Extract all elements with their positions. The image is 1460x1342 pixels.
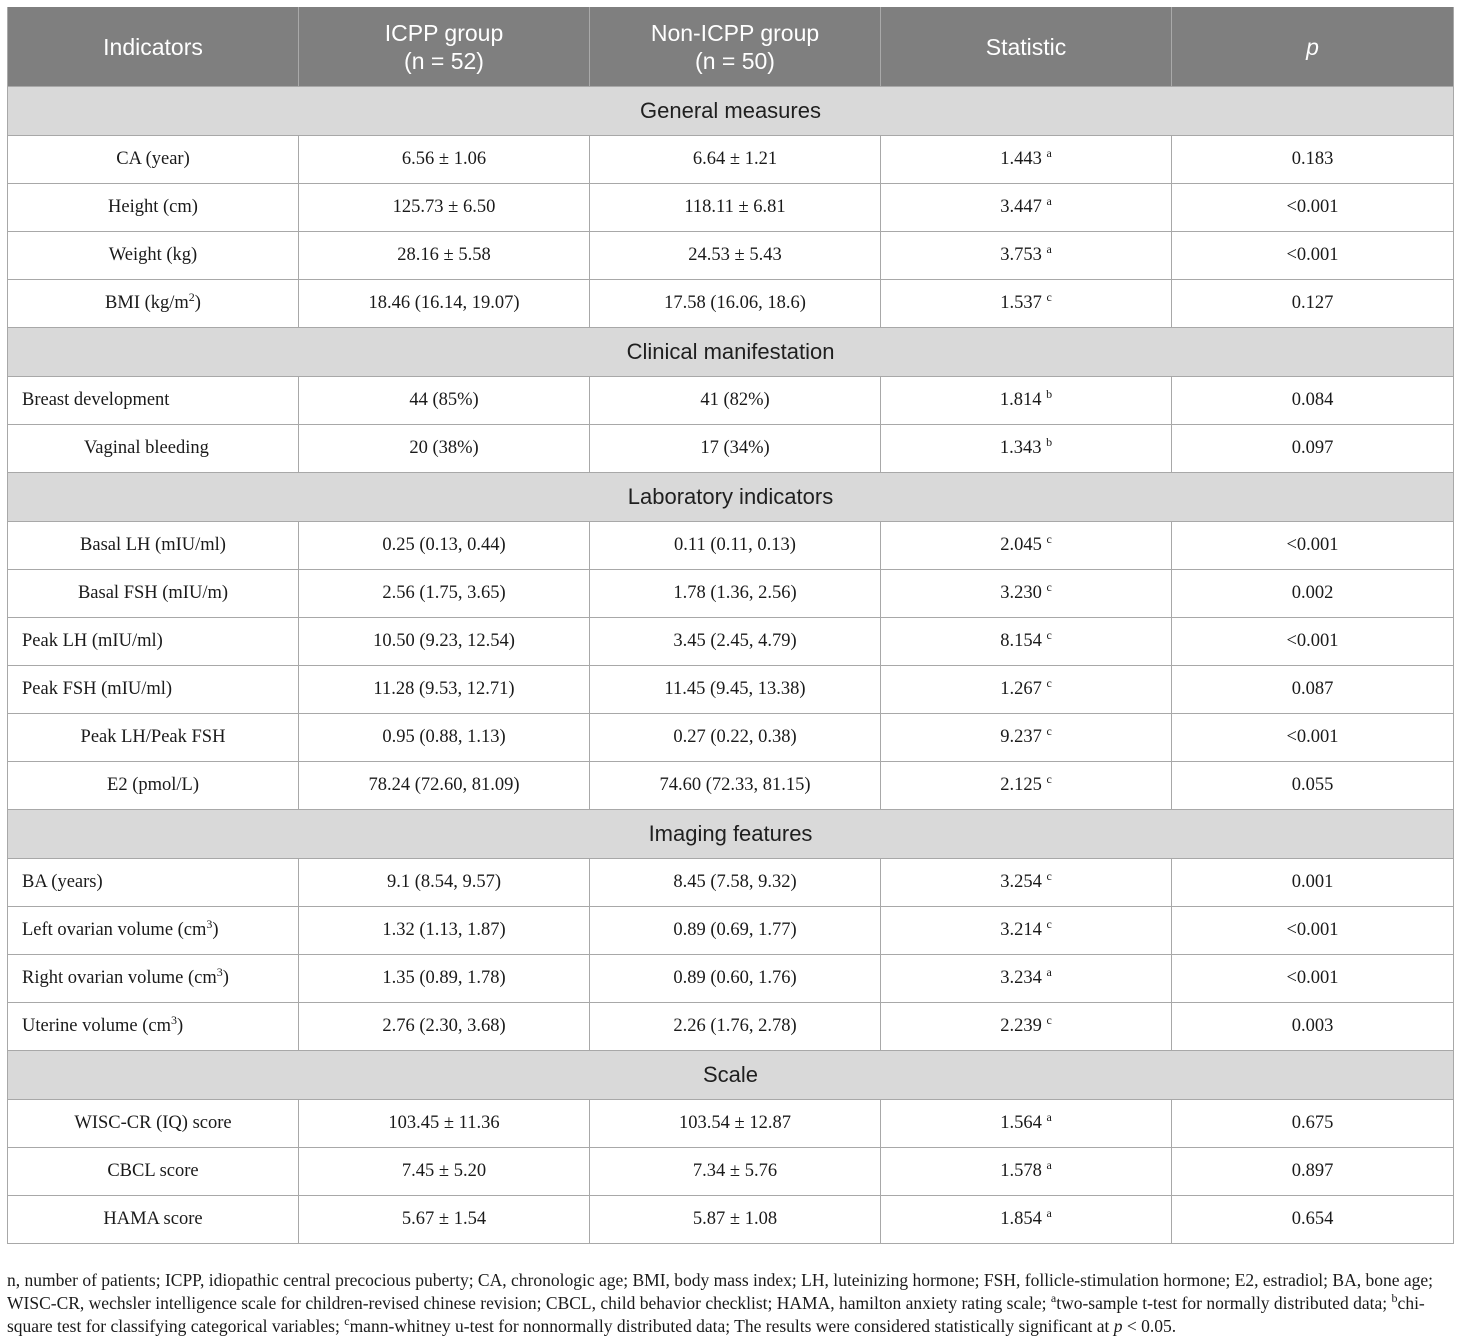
indicator-label: Height (cm)	[108, 197, 198, 217]
header-non-line1: Non-ICPP group	[650, 19, 820, 46]
indicator-label: WISC-CR (IQ) score	[74, 1113, 232, 1133]
statistic-cell	[881, 377, 1172, 425]
indicator-cell	[8, 522, 299, 570]
non-icpp-value-cell: 24.53 ± 5.43	[590, 232, 881, 280]
comparison-table	[7, 7, 1454, 1244]
footnote-threshold: < 0.05.	[1122, 1316, 1177, 1336]
indicator-cell	[8, 425, 299, 473]
statistic-value: 1.343	[999, 438, 1042, 458]
table-row	[8, 955, 1454, 1003]
p-value-cell: 0.055	[1172, 762, 1454, 810]
p-value-cell: <0.001	[1172, 618, 1454, 666]
statistic-cell	[881, 762, 1172, 810]
non-icpp-value-cell: 3.45 (2.45, 4.79)	[590, 618, 881, 666]
non-icpp-value-cell: 6.64 ± 1.21	[590, 136, 881, 184]
statistic-cell	[881, 136, 1172, 184]
test-type-marker: a	[1046, 1206, 1052, 1220]
icpp-value-cell: 20 (38%)	[299, 425, 590, 473]
test-type-marker: c	[1046, 869, 1052, 883]
section-row	[8, 810, 1454, 859]
statistic-value: 2.239	[1000, 1016, 1042, 1036]
statistic-value: 9.237	[1000, 727, 1042, 747]
non-icpp-value-cell: 0.27 (0.22, 0.38)	[590, 714, 881, 762]
table-row	[8, 1100, 1454, 1148]
p-value-cell: 0.087	[1172, 666, 1454, 714]
p-value-cell: 0.097	[1172, 425, 1454, 473]
test-type-marker: c	[1046, 628, 1052, 642]
icpp-value-cell: 10.50 (9.23, 12.54)	[299, 618, 590, 666]
non-icpp-value-cell: 17 (34%)	[590, 425, 881, 473]
statistic-value: 3.447	[1000, 197, 1042, 217]
statistic-cell	[881, 618, 1172, 666]
indicator-label: Breast development	[22, 390, 170, 410]
p-value-cell: 0.897	[1172, 1148, 1454, 1196]
p-value-cell: <0.001	[1172, 522, 1454, 570]
table-header	[8, 7, 1454, 87]
indicator-cell	[8, 280, 299, 328]
unit-close: )	[212, 920, 219, 940]
icpp-value-cell: 18.46 (16.14, 19.07)	[299, 280, 590, 328]
table-row	[8, 907, 1454, 955]
indicator-label: E2 (pmol/L)	[107, 775, 199, 795]
icpp-value-cell: 78.24 (72.60, 81.09)	[299, 762, 590, 810]
table-footnote	[7, 1269, 1453, 1338]
statistic-value: 1.578	[1000, 1161, 1042, 1181]
statistic-value: 1.267	[1000, 679, 1042, 699]
statistic-cell	[881, 859, 1172, 907]
indicator-label: BA (years)	[22, 872, 103, 892]
unit-exponent: 3	[206, 917, 213, 931]
p-value-cell: 0.002	[1172, 570, 1454, 618]
indicator-label: Peak LH/Peak FSH	[80, 727, 226, 747]
indicator-cell	[8, 184, 299, 232]
statistic-value: 1.443	[1000, 149, 1042, 169]
icpp-value-cell: 0.95 (0.88, 1.13)	[299, 714, 590, 762]
indicator-label: BMI (kg/m	[105, 293, 189, 313]
indicator-cell	[8, 377, 299, 425]
test-type-marker: c	[1046, 917, 1052, 931]
non-icpp-value-cell: 8.45 (7.58, 9.32)	[590, 859, 881, 907]
footnote-sup-b: b	[1391, 1291, 1398, 1305]
table-row	[8, 618, 1454, 666]
p-value-cell: 0.001	[1172, 859, 1454, 907]
statistic-value: 2.045	[1000, 535, 1042, 555]
indicator-cell	[8, 570, 299, 618]
non-icpp-value-cell: 0.11 (0.11, 0.13)	[590, 522, 881, 570]
indicator-label: Peak LH (mIU/ml)	[22, 631, 163, 651]
statistic-cell	[881, 1148, 1172, 1196]
statistic-cell	[881, 280, 1172, 328]
test-type-marker: a	[1046, 146, 1052, 160]
statistic-cell	[881, 1003, 1172, 1051]
p-value-cell: <0.001	[1172, 714, 1454, 762]
test-type-marker: b	[1046, 435, 1053, 449]
table-row	[8, 377, 1454, 425]
test-type-marker: c	[1046, 676, 1052, 690]
icpp-value-cell: 28.16 ± 5.58	[299, 232, 590, 280]
table-row	[8, 859, 1454, 907]
header-non-line2: (n = 50)	[695, 47, 775, 74]
unit-exponent: 2	[188, 290, 195, 304]
statistic-value: 8.154	[1000, 631, 1042, 651]
statistic-value: 3.214	[1000, 920, 1042, 940]
non-icpp-value-cell: 74.60 (72.33, 81.15)	[590, 762, 881, 810]
statistic-cell	[881, 232, 1172, 280]
non-icpp-value-cell: 103.54 ± 12.87	[590, 1100, 881, 1148]
test-type-marker: a	[1046, 194, 1052, 208]
table-row	[8, 714, 1454, 762]
table-row	[8, 232, 1454, 280]
indicator-label: Basal LH (mIU/ml)	[80, 535, 226, 555]
header-statistic: Statistic	[881, 7, 1172, 87]
icpp-value-cell: 44 (85%)	[299, 377, 590, 425]
statistic-value: 1.814	[999, 390, 1042, 410]
non-icpp-value-cell: 0.89 (0.60, 1.76)	[590, 955, 881, 1003]
indicator-cell	[8, 666, 299, 714]
p-value-cell: 0.084	[1172, 377, 1454, 425]
statistic-cell	[881, 425, 1172, 473]
footnote-test-b: chi-square test for classifying categorical variables;	[7, 1293, 1425, 1336]
p-value-cell: 0.654	[1172, 1196, 1454, 1244]
indicator-cell	[8, 232, 299, 280]
table-row	[8, 280, 1454, 328]
indicator-cell	[8, 618, 299, 666]
indicator-label: CA (year)	[116, 149, 190, 169]
icpp-value-cell: 7.45 ± 5.20	[299, 1148, 590, 1196]
non-icpp-value-cell: 11.45 (9.45, 13.38)	[590, 666, 881, 714]
indicator-label: Right ovarian volume (cm	[22, 968, 217, 988]
table-row	[8, 1003, 1454, 1051]
icpp-value-cell: 11.28 (9.53, 12.71)	[299, 666, 590, 714]
test-type-marker: c	[1046, 532, 1052, 546]
icpp-value-cell: 1.32 (1.13, 1.87)	[299, 907, 590, 955]
non-icpp-value-cell: 118.11 ± 6.81	[590, 184, 881, 232]
table-row	[8, 425, 1454, 473]
icpp-value-cell: 2.56 (1.75, 3.65)	[299, 570, 590, 618]
test-type-marker: a	[1046, 242, 1052, 256]
section-title: Imaging features	[8, 810, 1454, 859]
icpp-value-cell: 9.1 (8.54, 9.57)	[299, 859, 590, 907]
footnote-p-italic: p	[1113, 1316, 1123, 1336]
indicator-cell	[8, 907, 299, 955]
table-row	[8, 762, 1454, 810]
p-value-cell: <0.001	[1172, 232, 1454, 280]
test-type-marker: c	[1046, 724, 1052, 738]
test-type-marker: c	[1046, 772, 1052, 786]
footnote-test-a: two-sample t-test for normally distributed data;	[1056, 1293, 1392, 1313]
indicator-label: Uterine volume (cm	[22, 1016, 171, 1036]
statistic-cell	[881, 955, 1172, 1003]
footnote-sup-a: a	[1050, 1291, 1057, 1305]
indicator-cell	[8, 714, 299, 762]
header-row	[8, 7, 1454, 87]
test-type-marker: a	[1046, 965, 1052, 979]
test-type-marker: b	[1046, 387, 1053, 401]
header-icpp-line2: (n = 52)	[404, 47, 484, 74]
table-body	[8, 87, 1454, 1244]
non-icpp-value-cell: 17.58 (16.06, 18.6)	[590, 280, 881, 328]
header-indicators: Indicators	[8, 7, 299, 87]
non-icpp-value-cell: 1.78 (1.36, 2.56)	[590, 570, 881, 618]
p-value-cell: 0.183	[1172, 136, 1454, 184]
results-table-document	[7, 7, 1453, 1336]
indicator-cell	[8, 1148, 299, 1196]
p-value-cell: 0.003	[1172, 1003, 1454, 1051]
icpp-value-cell: 0.25 (0.13, 0.44)	[299, 522, 590, 570]
section-row	[8, 328, 1454, 377]
statistic-value: 1.854	[1000, 1209, 1042, 1229]
table-row	[8, 136, 1454, 184]
indicator-cell	[8, 1100, 299, 1148]
statistic-cell	[881, 184, 1172, 232]
unit-close: )	[222, 968, 229, 988]
statistic-value: 1.564	[1000, 1113, 1042, 1133]
icpp-value-cell: 125.73 ± 6.50	[299, 184, 590, 232]
indicator-cell	[8, 955, 299, 1003]
statistic-value: 3.230	[1000, 583, 1042, 603]
unit-close: )	[194, 293, 201, 313]
header-icpp-group	[299, 7, 590, 87]
footnote-sup-c: c	[344, 1314, 350, 1328]
statistic-value: 3.234	[1000, 968, 1042, 988]
footnote-abbreviations: n, number of patients; ICPP, idiopathic central precocious puberty; CA, chronologic age; BMI, body mass index; LH, luteinizing hormone; FSH, follicle-stimulation hormone; E2, estradiol; BA, bone age; WISC-CR, wechsler intelligence scale for children-revised chinese revision; CBCL, child behavior checklist; HAMA, hamilton anxiety rating scale;	[7, 1270, 1433, 1313]
icpp-value-cell: 6.56 ± 1.06	[299, 136, 590, 184]
icpp-value-cell: 2.76 (2.30, 3.68)	[299, 1003, 590, 1051]
icpp-value-cell: 1.35 (0.89, 1.78)	[299, 955, 590, 1003]
statistic-cell	[881, 666, 1172, 714]
p-value-cell: <0.001	[1172, 184, 1454, 232]
unit-exponent: 3	[216, 965, 223, 979]
test-type-marker: a	[1046, 1110, 1052, 1124]
indicator-label: Peak FSH (mIU/ml)	[22, 679, 173, 699]
indicator-cell	[8, 1196, 299, 1244]
non-icpp-value-cell: 0.89 (0.69, 1.77)	[590, 907, 881, 955]
indicator-label: Basal FSH (mIU/m)	[77, 583, 229, 603]
section-title: Laboratory indicators	[8, 473, 1454, 522]
statistic-value: 3.254	[1000, 872, 1042, 892]
icpp-value-cell: 103.45 ± 11.36	[299, 1100, 590, 1148]
indicator-cell	[8, 859, 299, 907]
test-type-marker: c	[1046, 1013, 1052, 1027]
table-row	[8, 522, 1454, 570]
header-p-value: p	[1172, 7, 1454, 87]
table-row	[8, 570, 1454, 618]
icpp-value-cell: 5.67 ± 1.54	[299, 1196, 590, 1244]
indicator-cell	[8, 136, 299, 184]
table-row	[8, 184, 1454, 232]
section-row	[8, 473, 1454, 522]
unit-close: )	[176, 1016, 184, 1036]
statistic-cell	[881, 1196, 1172, 1244]
indicator-label: Weight (kg)	[108, 245, 198, 265]
indicator-label: Left ovarian volume (cm	[22, 920, 207, 940]
unit-exponent: 3	[170, 1013, 177, 1027]
p-value-cell: <0.001	[1172, 907, 1454, 955]
table-row	[8, 1148, 1454, 1196]
footnote-test-c: mann-whitney u-test for nonnormally distributed data; The results were considered statistically significant at	[349, 1316, 1114, 1336]
test-type-marker: a	[1046, 1158, 1052, 1172]
statistic-value: 1.537	[1000, 293, 1042, 313]
statistic-cell	[881, 714, 1172, 762]
indicator-cell	[8, 1003, 299, 1051]
p-value-cell: <0.001	[1172, 955, 1454, 1003]
table-row	[8, 1196, 1454, 1244]
indicator-cell	[8, 762, 299, 810]
header-icpp-line1: ICPP group	[384, 19, 504, 46]
statistic-cell	[881, 570, 1172, 618]
statistic-value: 2.125	[1000, 775, 1042, 795]
non-icpp-value-cell: 5.87 ± 1.08	[590, 1196, 881, 1244]
non-icpp-value-cell: 41 (82%)	[590, 377, 881, 425]
p-value-cell: 0.127	[1172, 280, 1454, 328]
indicator-label: HAMA score	[103, 1209, 203, 1229]
statistic-cell	[881, 907, 1172, 955]
non-icpp-value-cell: 2.26 (1.76, 2.78)	[590, 1003, 881, 1051]
test-type-marker: c	[1046, 290, 1052, 304]
section-title: Scale	[8, 1051, 1454, 1100]
statistic-value: 3.753	[1000, 245, 1042, 265]
section-title: General measures	[8, 87, 1454, 136]
indicator-label: Vaginal bleeding	[84, 438, 209, 458]
non-icpp-value-cell: 7.34 ± 5.76	[590, 1148, 881, 1196]
indicator-label: CBCL score	[107, 1161, 199, 1181]
section-title: Clinical manifestation	[8, 328, 1454, 377]
test-type-marker: c	[1046, 580, 1052, 594]
statistic-cell	[881, 1100, 1172, 1148]
p-value-cell: 0.675	[1172, 1100, 1454, 1148]
table-row	[8, 666, 1454, 714]
header-non-icpp-group	[590, 7, 881, 87]
statistic-cell	[881, 522, 1172, 570]
section-row	[8, 1051, 1454, 1100]
section-row	[8, 87, 1454, 136]
